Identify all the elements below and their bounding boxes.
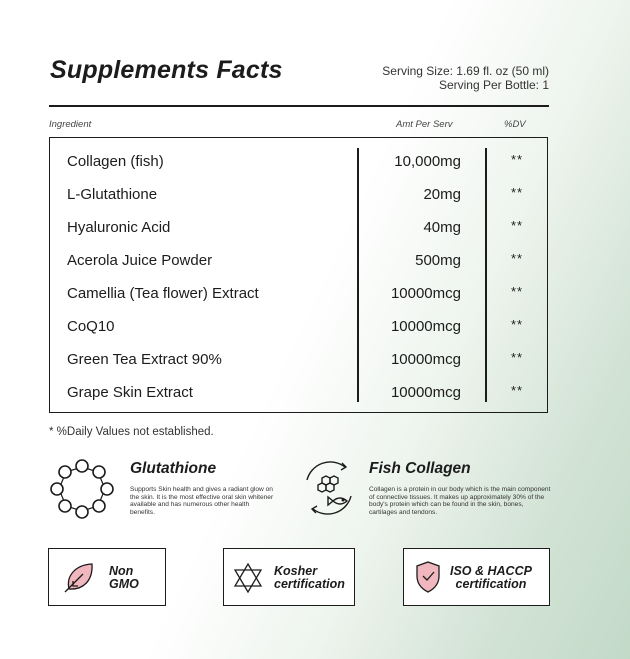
ingredient-name: Acerola Juice Powder <box>67 252 213 269</box>
table-row <box>50 376 547 409</box>
ingredient-amount: 40mg <box>423 219 461 236</box>
table-row <box>50 310 547 343</box>
ingredient-amount: 10000mcg <box>390 285 461 302</box>
header-divider <box>49 105 549 107</box>
table-row <box>50 343 547 376</box>
table-row <box>50 244 547 277</box>
ingredient-dv: ** <box>510 185 524 200</box>
ingredient-name: Hyaluronic Acid <box>67 219 171 236</box>
serving-info <box>382 64 549 92</box>
ingredient-name: Camellia (Tea flower) Extract <box>67 285 259 302</box>
badge-iso-haccp <box>403 548 550 606</box>
badge-label: Non GMO <box>109 564 139 591</box>
serving-size: Serving Size: 1.69 fl. oz (50 ml) <box>382 64 549 78</box>
feature-desc-glutathione: Supports Skin health and gives a radiant glow on the skin. It is the most effective oral skin whitener available and has numerous other health benefits. <box>130 486 274 516</box>
ingredient-name: Green Tea Extract 90% <box>67 351 222 368</box>
table-row <box>50 145 547 178</box>
ingredient-dv: ** <box>510 284 524 299</box>
table-row <box>50 211 547 244</box>
ingredient-name: Grape Skin Extract <box>67 384 193 401</box>
feature-desc-fish-collagen: Collagen is a protein in our body which is the main component of connective tissues. It makes up approximately 30% of the body's protein which can be found in the skin, bones, cartilages and tendons. <box>369 486 551 516</box>
fish-collagen-icon <box>297 456 361 520</box>
table-row <box>50 178 547 211</box>
star-of-david-icon <box>233 562 263 594</box>
molecule-ring-icon <box>48 458 116 520</box>
badge-label: Kosher certification <box>274 564 345 591</box>
ingredient-dv: ** <box>510 350 524 365</box>
ingredient-dv: ** <box>510 152 524 167</box>
column-header-ingredient: Ingredient <box>49 119 92 130</box>
ingredient-amount: 500mg <box>415 252 461 269</box>
ingredient-name: L-Glutathione <box>67 186 158 203</box>
ingredient-dv: ** <box>510 218 524 233</box>
table-row <box>50 277 547 310</box>
ingredient-dv: ** <box>510 383 524 398</box>
badge-non-gmo <box>48 548 166 606</box>
ingredient-amount: 10000mcg <box>390 351 461 368</box>
ingredient-amount: 20mg <box>423 186 461 203</box>
ingredient-amount: 10000mcg <box>390 384 461 401</box>
servings-per-bottle: Serving Per Bottle: 1 <box>438 78 549 92</box>
column-header-amount: Amt Per Serv <box>396 119 453 130</box>
feature-title-glutathione: Glutathione <box>130 460 217 477</box>
column-header-dv: %DV <box>504 119 526 130</box>
daily-values-footnote: * %Daily Values not established. <box>49 426 214 438</box>
badge-kosher <box>223 548 355 606</box>
badge-label: ISO & HACCP certification <box>450 564 532 591</box>
page-title: Supplements Facts <box>50 56 283 84</box>
ingredients-table <box>49 137 548 413</box>
ingredient-amount: 10000mcg <box>390 318 461 335</box>
ingredient-name: Collagen (fish) <box>67 153 164 170</box>
leaf-icon <box>61 559 97 595</box>
ingredient-amount: 10,000mg <box>394 153 461 170</box>
feature-title-fish-collagen: Fish Collagen <box>369 460 471 477</box>
ingredient-dv: ** <box>510 251 524 266</box>
ingredient-name: CoQ10 <box>67 318 115 335</box>
shield-check-icon <box>414 559 442 595</box>
ingredient-dv: ** <box>510 317 524 332</box>
